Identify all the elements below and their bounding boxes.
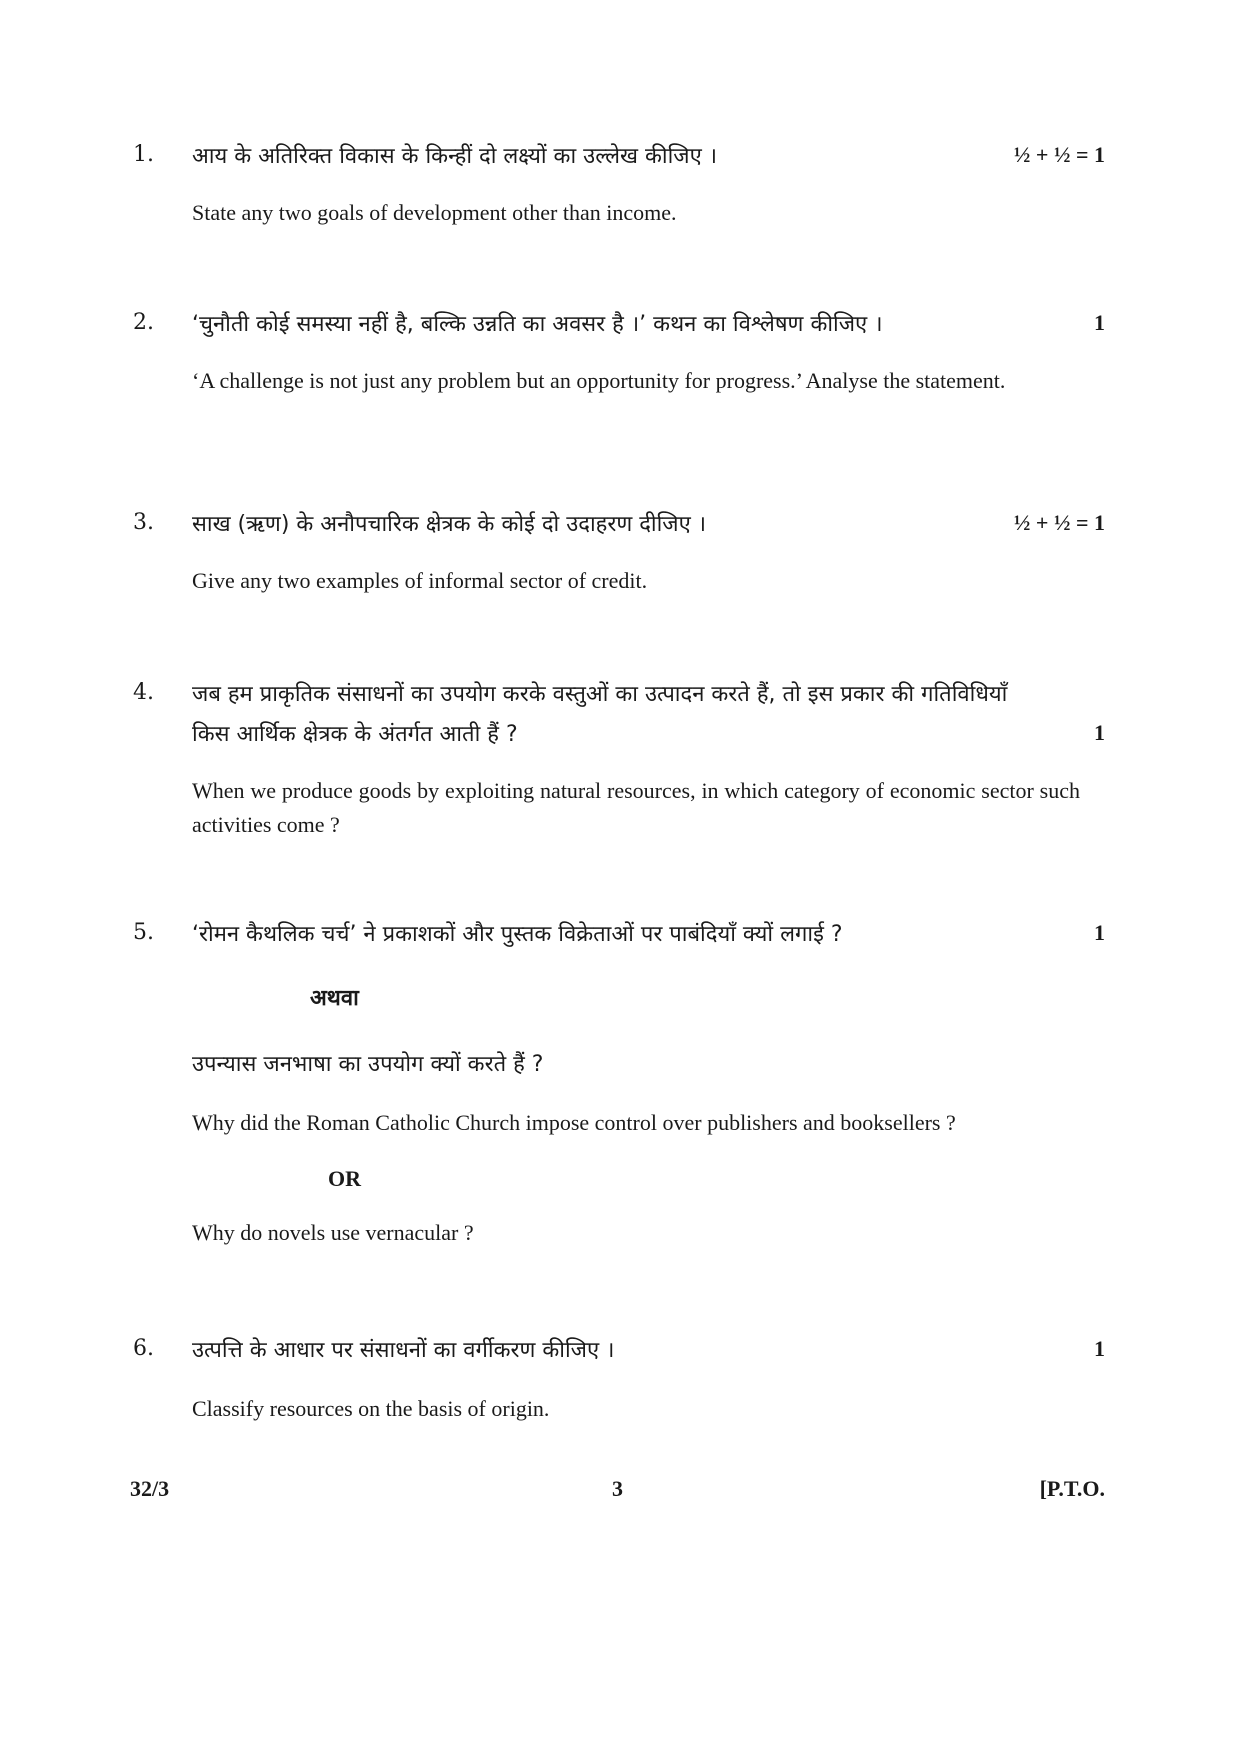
question-marks: 1 (1094, 1336, 1105, 1361)
paper-code: 32/3 (130, 1476, 170, 1501)
question-english-alternative: Why do novels use vernacular ? (192, 1220, 474, 1245)
question-hindi: आय के अतिरिक्त विकास के किन्हीं दो लक्ष्यों का उल्लेख कीजिए । (192, 144, 718, 169)
question-number: 4. (133, 680, 154, 705)
or-english: OR (328, 1166, 361, 1191)
question-hindi-line-1: जब हम प्राकृतिक संसाधनों का उपयोग करके वस्तुओं का उत्पादन करते हैं, तो इस प्रकार की गतिविधियाँ (192, 682, 1008, 707)
question-marks: 1 (1094, 920, 1105, 945)
question-hindi: ‘चुनौती कोई समस्या नहीं है, बल्कि उन्नति का अवसर है ।’ कथन का विश्लेषण कीजिए । (192, 312, 883, 337)
question-hindi: साख (ऋण) के अनौपचारिक क्षेत्रक के कोई दो उदाहरण दीजिए । (192, 512, 707, 537)
question-marks: 1 (1094, 310, 1105, 335)
question-english: ‘A challenge is not just any problem but an opportunity for progress.’ Analyse the statement. (192, 368, 1006, 393)
question-number: 2. (133, 310, 154, 335)
question-english: Classify resources on the basis of origin. (192, 1396, 550, 1421)
question-hindi-line-2: किस आर्थिक क्षेत्रक के अंतर्गत आती हैं ? (192, 722, 518, 747)
question-number: 6. (133, 1336, 154, 1361)
question-english: Why did the Roman Catholic Church impose control over publishers and booksellers ? (192, 1110, 956, 1135)
question-marks: 1 (1094, 720, 1105, 745)
question-number: 5. (133, 920, 154, 945)
question-number: 3. (133, 510, 154, 535)
question-hindi: उत्पत्ति के आधार पर संसाधनों का वर्गीकरण कीजिए । (192, 1338, 615, 1363)
question-english: When we produce goods by exploiting natural resources, in which category of economic sector such activities come ? (192, 778, 1080, 837)
or-hindi: अथवा (310, 986, 359, 1011)
question-hindi: ‘रोमन कैथलिक चर्च’ ने प्रकाशकों और पुस्तक विक्रेताओं पर पाबंदियाँ क्यों लगाई ? (192, 922, 843, 947)
page-number: 3 (612, 1476, 623, 1501)
please-turn-over: [P.T.O. (1039, 1476, 1105, 1501)
question-english: Give any two examples of informal sector of credit. (192, 568, 648, 593)
question-hindi-alternative: उपन्यास जनभाषा का उपयोग क्यों करते हैं ? (192, 1052, 544, 1077)
question-marks: ½ + ½ = 1 (1013, 510, 1105, 535)
question-english: State any two goals of development other than income. (192, 200, 677, 225)
question-number: 1. (133, 142, 154, 167)
question-marks: ½ + ½ = 1 (1013, 142, 1105, 167)
